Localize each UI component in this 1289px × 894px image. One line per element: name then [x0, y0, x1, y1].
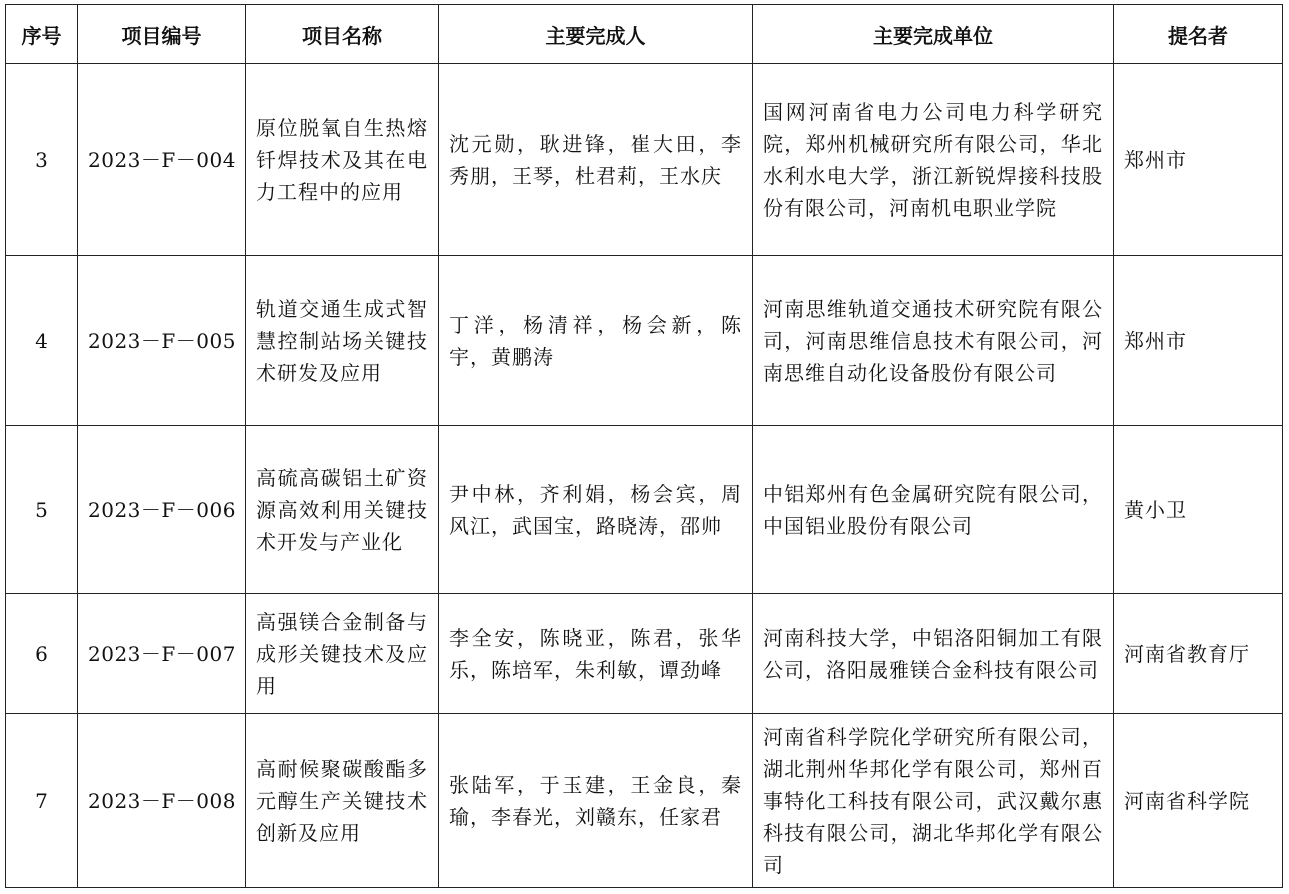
cell-units: 河南省科学院化学研究所有限公司，湖北荆州华邦化学有限公司，郑州百事特化工科技有限公司，武汉戴尔惠科技有限公司，湖北华邦化学有限公司 [753, 714, 1114, 888]
cell-nominator: 河南省科学院 [1114, 714, 1283, 888]
cell-seq: 5 [6, 426, 78, 594]
cell-code: 2023－F－006 [78, 426, 246, 594]
cell-nominator: 黄小卫 [1114, 426, 1283, 594]
cell-units: 河南科技大学，中铝洛阳铜加工有限公司，洛阳晟雅镁合金科技有限公司 [753, 594, 1114, 714]
cell-seq: 7 [6, 714, 78, 888]
cell-name: 高耐候聚碳酸酯多元醇生产关键技术创新及应用 [246, 714, 439, 888]
cell-code: 2023－F－007 [78, 594, 246, 714]
table-row [6, 256, 1283, 426]
cell-code: 2023－F－005 [78, 256, 246, 426]
cell-seq: 4 [6, 256, 78, 426]
cell-nominator: 郑州市 [1114, 64, 1283, 256]
header-persons: 主要完成人 [439, 5, 753, 64]
cell-name: 高硫高碳铝土矿资源高效利用关键技术开发与产业化 [246, 426, 439, 594]
header-seq: 序号 [6, 5, 78, 64]
cell-persons: 沈元勋，耿进锋，崔大田，李秀朋，王琴，杜君莉，王水庆 [439, 64, 753, 256]
table-row [6, 64, 1283, 256]
cell-code: 2023－F－008 [78, 714, 246, 888]
table-row [6, 594, 1283, 714]
header-code: 项目编号 [78, 5, 246, 64]
table-row [6, 426, 1283, 594]
award-table [5, 4, 1283, 888]
cell-persons: 李全安，陈晓亚，陈君，张华乐，陈培军，朱利敏，谭劲峰 [439, 594, 753, 714]
cell-persons: 丁洋，杨清祥，杨会新，陈宇，黄鹏涛 [439, 256, 753, 426]
cell-units: 中铝郑州有色金属研究院有限公司，中国铝业股份有限公司 [753, 426, 1114, 594]
cell-units: 河南思维轨道交通技术研究院有限公司，河南思维信息技术有限公司，河南思维自动化设备股份有限公司 [753, 256, 1114, 426]
cell-name: 轨道交通生成式智慧控制站场关键技术研发及应用 [246, 256, 439, 426]
cell-nominator: 郑州市 [1114, 256, 1283, 426]
cell-code: 2023－F－004 [78, 64, 246, 256]
cell-nominator: 河南省教育厅 [1114, 594, 1283, 714]
cell-persons: 张陆军，于玉建，王金良，秦瑜，李春光，刘赣东，任家君 [439, 714, 753, 888]
cell-seq: 3 [6, 64, 78, 256]
header-row [6, 5, 1283, 64]
header-name: 项目名称 [246, 5, 439, 64]
cell-seq: 6 [6, 594, 78, 714]
table-row [6, 714, 1283, 888]
header-units: 主要完成单位 [753, 5, 1114, 64]
cell-persons: 尹中林，齐利娟，杨会宾，周风江，武国宝，路晓涛，邵帅 [439, 426, 753, 594]
cell-units: 国网河南省电力公司电力科学研究院，郑州机械研究所有限公司，华北水利水电大学，浙江新锐焊接科技股份有限公司，河南机电职业学院 [753, 64, 1114, 256]
cell-name: 高强镁合金制备与成形关键技术及应用 [246, 594, 439, 714]
header-nominator: 提名者 [1114, 5, 1283, 64]
cell-name: 原位脱氧自生热熔钎焊技术及其在电力工程中的应用 [246, 64, 439, 256]
